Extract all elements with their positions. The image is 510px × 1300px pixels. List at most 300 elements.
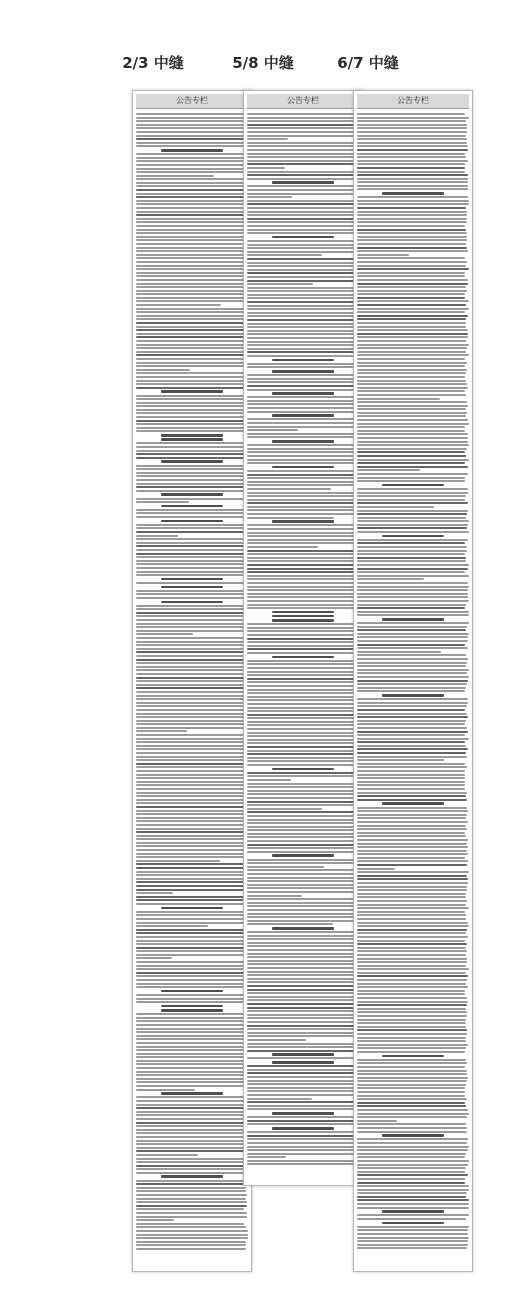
text-line bbox=[357, 369, 467, 371]
text-line bbox=[136, 965, 244, 967]
text-line bbox=[357, 860, 468, 862]
text-line bbox=[357, 340, 466, 342]
text-line bbox=[247, 916, 356, 918]
text-line bbox=[247, 348, 359, 350]
text-line bbox=[247, 378, 358, 380]
text-line bbox=[136, 203, 244, 205]
text-line bbox=[136, 453, 246, 455]
text-line bbox=[136, 509, 247, 511]
text-line bbox=[357, 853, 468, 855]
text-line bbox=[357, 792, 467, 794]
text-line bbox=[357, 975, 468, 977]
text-line bbox=[357, 947, 466, 949]
section-heading-line bbox=[161, 434, 224, 437]
text-line bbox=[247, 945, 358, 947]
text-line bbox=[247, 826, 356, 828]
text-line bbox=[136, 662, 244, 664]
text-line bbox=[136, 124, 244, 126]
text-line bbox=[136, 792, 247, 794]
text-line bbox=[136, 1107, 245, 1109]
text-line bbox=[357, 1098, 467, 1100]
section-heading-line bbox=[382, 535, 445, 538]
text-line bbox=[357, 502, 468, 504]
text-line bbox=[136, 911, 244, 913]
text-line bbox=[247, 913, 358, 915]
text-line bbox=[357, 539, 468, 541]
text-line bbox=[136, 684, 246, 686]
section-heading-line bbox=[272, 392, 335, 395]
text-line bbox=[357, 589, 468, 591]
text-line bbox=[247, 931, 355, 933]
text-line bbox=[357, 257, 465, 259]
text-line bbox=[136, 716, 247, 718]
text-line bbox=[136, 318, 247, 320]
text-line bbox=[136, 1074, 245, 1076]
text-line bbox=[247, 600, 358, 602]
text-line bbox=[136, 254, 248, 256]
text-line bbox=[357, 117, 469, 119]
section-heading-line bbox=[272, 1127, 335, 1130]
text-line bbox=[247, 891, 355, 893]
text-line bbox=[247, 564, 356, 566]
section-heading-line bbox=[272, 414, 335, 417]
text-line bbox=[247, 120, 358, 122]
text-line bbox=[357, 1160, 469, 1162]
text-line bbox=[357, 658, 468, 660]
text-line bbox=[247, 305, 359, 307]
text-line bbox=[247, 481, 358, 483]
text-line bbox=[357, 120, 466, 122]
text-line bbox=[247, 258, 357, 260]
text-line bbox=[357, 604, 466, 606]
text-line bbox=[357, 958, 467, 960]
text-line bbox=[136, 369, 190, 371]
text-line bbox=[357, 272, 465, 274]
text-line bbox=[247, 156, 359, 158]
text-line bbox=[136, 972, 245, 974]
text-line bbox=[357, 731, 468, 733]
text-line bbox=[136, 784, 247, 786]
text-line bbox=[357, 1196, 466, 1198]
text-line bbox=[247, 333, 358, 335]
text-line bbox=[357, 979, 467, 981]
text-line bbox=[136, 1114, 248, 1116]
text-line bbox=[357, 810, 468, 812]
text-line bbox=[247, 1021, 355, 1023]
text-line bbox=[357, 527, 467, 529]
text-line bbox=[136, 998, 247, 1000]
text-line bbox=[136, 763, 246, 765]
text-line bbox=[247, 808, 322, 810]
text-line bbox=[247, 247, 355, 249]
text-line bbox=[247, 366, 355, 368]
text-line bbox=[136, 659, 248, 661]
text-line bbox=[357, 383, 467, 385]
text-line bbox=[136, 472, 246, 474]
text-line bbox=[136, 820, 245, 822]
text-line bbox=[357, 698, 468, 700]
text-line bbox=[136, 300, 246, 302]
text-line bbox=[357, 196, 468, 198]
section-heading-line bbox=[161, 586, 224, 589]
text-line bbox=[136, 1081, 244, 1083]
text-line bbox=[247, 193, 355, 195]
text-line bbox=[247, 400, 357, 402]
text-line bbox=[357, 896, 466, 898]
text-line bbox=[357, 716, 468, 718]
text-line bbox=[357, 1229, 468, 1231]
text-line bbox=[136, 950, 247, 952]
text-line bbox=[247, 418, 356, 420]
text-line bbox=[136, 994, 247, 996]
text-line bbox=[247, 685, 358, 687]
text-line bbox=[136, 193, 244, 195]
text-line bbox=[247, 703, 359, 705]
text-line bbox=[247, 877, 357, 879]
text-line bbox=[357, 932, 466, 934]
text-line bbox=[136, 702, 247, 704]
text-line bbox=[136, 856, 246, 858]
text-line bbox=[357, 611, 469, 613]
text-line bbox=[136, 1111, 246, 1113]
text-line bbox=[357, 542, 465, 544]
text-line bbox=[136, 1237, 248, 1239]
text-line bbox=[136, 597, 246, 599]
text-line bbox=[357, 741, 465, 743]
text-line bbox=[247, 474, 356, 476]
text-line bbox=[357, 283, 468, 285]
section-heading-line bbox=[161, 460, 224, 463]
text-line bbox=[357, 560, 466, 562]
text-line bbox=[247, 254, 322, 256]
text-line bbox=[136, 813, 244, 815]
text-line bbox=[357, 807, 467, 809]
text-line bbox=[357, 593, 468, 595]
text-line bbox=[247, 967, 358, 969]
text-line bbox=[136, 556, 244, 558]
announcement-column-5-8[interactable] bbox=[243, 90, 363, 1186]
text-line bbox=[357, 495, 466, 497]
text-line bbox=[136, 1241, 246, 1243]
text-line bbox=[357, 451, 465, 453]
text-line bbox=[247, 189, 355, 191]
text-line bbox=[247, 978, 358, 980]
text-line bbox=[136, 232, 245, 234]
text-line bbox=[357, 886, 467, 888]
text-line bbox=[357, 907, 469, 909]
text-line bbox=[136, 828, 244, 830]
text-line bbox=[247, 262, 356, 264]
text-line bbox=[357, 488, 468, 490]
text-line bbox=[357, 1022, 466, 1024]
text-line bbox=[357, 911, 465, 913]
text-line bbox=[136, 1154, 198, 1156]
text-line bbox=[247, 509, 359, 511]
text-line bbox=[247, 272, 355, 274]
text-line bbox=[136, 560, 244, 562]
text-line bbox=[136, 189, 245, 191]
text-line bbox=[136, 899, 246, 901]
section-heading-line bbox=[382, 694, 445, 697]
text-line bbox=[247, 185, 357, 187]
text-line bbox=[357, 423, 469, 425]
text-line bbox=[247, 815, 356, 817]
text-line bbox=[357, 376, 465, 378]
text-line bbox=[247, 575, 358, 577]
text-line bbox=[357, 1077, 468, 1079]
text-line bbox=[247, 578, 356, 580]
text-line bbox=[136, 766, 245, 768]
text-line bbox=[357, 582, 468, 584]
text-line bbox=[357, 239, 467, 241]
text-line bbox=[247, 135, 355, 137]
text-line bbox=[247, 786, 357, 788]
text-line bbox=[247, 160, 356, 162]
section-heading-line bbox=[161, 493, 224, 496]
column-label-6-7: 6/7 中缝 bbox=[337, 54, 399, 72]
text-line bbox=[247, 1065, 358, 1067]
text-line bbox=[357, 113, 465, 115]
text-line bbox=[247, 145, 359, 147]
text-line bbox=[136, 236, 247, 238]
section-heading-line bbox=[161, 990, 224, 993]
section-heading-line bbox=[382, 484, 445, 487]
text-line bbox=[136, 961, 245, 963]
text-line bbox=[247, 546, 318, 548]
text-line bbox=[247, 836, 356, 838]
text-line bbox=[357, 473, 468, 475]
section-heading-line bbox=[272, 1053, 335, 1056]
text-line bbox=[247, 444, 359, 446]
text-line bbox=[136, 957, 172, 959]
text-line bbox=[247, 269, 357, 271]
text-line bbox=[136, 475, 247, 477]
text-line bbox=[136, 871, 244, 873]
text-line bbox=[136, 590, 244, 592]
text-line bbox=[357, 380, 466, 382]
text-line bbox=[357, 444, 469, 446]
text-line bbox=[136, 326, 247, 328]
text-line bbox=[136, 153, 244, 155]
text-line bbox=[136, 1096, 247, 1098]
text-line bbox=[357, 690, 465, 692]
text-line bbox=[247, 240, 355, 242]
section-heading-line bbox=[272, 619, 335, 622]
text-line bbox=[136, 315, 245, 317]
text-line bbox=[136, 196, 246, 198]
text-line bbox=[357, 171, 465, 173]
text-line bbox=[136, 1143, 245, 1145]
text-line bbox=[136, 380, 245, 382]
text-line bbox=[247, 847, 359, 849]
text-line bbox=[247, 623, 355, 625]
announcement-column-6-7[interactable] bbox=[353, 90, 473, 1272]
text-line bbox=[136, 501, 189, 503]
column-header: 公告专栏 bbox=[136, 94, 248, 109]
text-line bbox=[357, 709, 465, 711]
text-line bbox=[357, 358, 465, 360]
text-line bbox=[136, 1001, 245, 1003]
text-line bbox=[136, 770, 245, 772]
text-line bbox=[357, 1059, 466, 1061]
section-heading-line bbox=[161, 601, 224, 604]
text-line bbox=[136, 824, 244, 826]
text-line bbox=[247, 1028, 358, 1030]
text-line bbox=[357, 1029, 467, 1031]
column-text-body bbox=[244, 111, 362, 1169]
text-line bbox=[247, 996, 358, 998]
text-line bbox=[357, 654, 466, 656]
text-line bbox=[357, 480, 465, 482]
text-line bbox=[136, 1248, 246, 1250]
text-line bbox=[247, 1149, 355, 1151]
text-line bbox=[247, 542, 355, 544]
text-line bbox=[136, 450, 247, 452]
text-line bbox=[357, 1131, 467, 1133]
text-line bbox=[247, 506, 358, 508]
text-line bbox=[357, 825, 466, 827]
text-line bbox=[136, 1125, 246, 1127]
text-line bbox=[247, 739, 357, 741]
text-line bbox=[136, 563, 248, 565]
text-line bbox=[357, 914, 466, 916]
text-line bbox=[357, 878, 468, 880]
text-line bbox=[136, 527, 245, 529]
column-text-body bbox=[354, 111, 472, 1255]
text-line bbox=[136, 516, 248, 518]
text-line bbox=[247, 355, 358, 357]
text-line bbox=[136, 1035, 248, 1037]
text-line bbox=[357, 864, 467, 866]
text-line bbox=[136, 265, 248, 267]
text-line bbox=[247, 1120, 356, 1122]
text-line bbox=[247, 1083, 355, 1085]
text-line bbox=[357, 857, 465, 859]
text-line bbox=[136, 157, 245, 159]
text-line bbox=[357, 419, 468, 421]
text-line bbox=[247, 323, 355, 325]
text-line bbox=[247, 779, 291, 781]
text-line bbox=[357, 1113, 469, 1115]
text-line bbox=[136, 185, 245, 187]
text-line bbox=[357, 925, 469, 927]
text-line bbox=[357, 261, 467, 263]
text-line bbox=[136, 275, 246, 277]
text-line bbox=[136, 409, 246, 411]
text-line bbox=[357, 1178, 465, 1180]
text-line bbox=[247, 938, 359, 940]
text-line bbox=[136, 1038, 246, 1040]
section-heading-line bbox=[161, 1009, 224, 1012]
text-line bbox=[357, 759, 444, 761]
text-line bbox=[357, 889, 467, 891]
text-line bbox=[136, 261, 247, 263]
text-line bbox=[247, 532, 355, 534]
text-line bbox=[136, 138, 247, 140]
text-line bbox=[136, 1067, 247, 1069]
text-line bbox=[136, 531, 247, 533]
text-line bbox=[136, 1056, 247, 1058]
text-line bbox=[136, 810, 246, 812]
text-line bbox=[136, 932, 245, 934]
text-line bbox=[357, 153, 465, 155]
text-line bbox=[247, 884, 358, 886]
text-line bbox=[136, 1136, 247, 1138]
text-line bbox=[247, 681, 358, 683]
text-line bbox=[357, 394, 466, 396]
text-line bbox=[136, 358, 248, 360]
text-line bbox=[136, 968, 247, 970]
text-line bbox=[136, 1017, 246, 1019]
text-line bbox=[136, 398, 244, 400]
text-line bbox=[136, 612, 245, 614]
text-line bbox=[136, 623, 247, 625]
text-line bbox=[136, 1063, 244, 1065]
text-line bbox=[247, 403, 358, 405]
text-line bbox=[357, 351, 466, 353]
text-line bbox=[357, 372, 466, 374]
text-line bbox=[247, 862, 358, 864]
section-heading-line bbox=[272, 927, 335, 930]
text-line bbox=[357, 839, 468, 841]
text-line bbox=[357, 893, 466, 895]
text-line bbox=[136, 1165, 248, 1167]
text-line bbox=[247, 981, 357, 983]
text-line bbox=[357, 1199, 469, 1201]
text-line bbox=[247, 793, 357, 795]
text-line bbox=[247, 550, 356, 552]
text-line bbox=[136, 221, 245, 223]
announcement-column-2-3[interactable] bbox=[132, 90, 252, 1272]
text-line bbox=[247, 971, 356, 973]
text-line bbox=[136, 545, 245, 547]
text-line bbox=[357, 250, 468, 252]
text-line bbox=[136, 979, 248, 981]
text-line bbox=[247, 462, 357, 464]
text-line bbox=[357, 1138, 468, 1140]
text-line bbox=[136, 243, 244, 245]
text-line bbox=[247, 1087, 357, 1089]
text-line bbox=[357, 990, 465, 992]
text-line bbox=[357, 1087, 465, 1089]
text-line bbox=[136, 120, 244, 122]
text-line bbox=[247, 992, 355, 994]
text-line bbox=[357, 614, 469, 616]
text-line bbox=[357, 669, 469, 671]
text-line bbox=[247, 1003, 358, 1005]
text-line bbox=[357, 1185, 469, 1187]
text-line bbox=[136, 412, 248, 414]
text-line bbox=[136, 1190, 246, 1192]
text-line bbox=[357, 904, 466, 906]
text-line bbox=[357, 997, 467, 999]
section-heading-line bbox=[382, 802, 445, 805]
text-line bbox=[136, 853, 247, 855]
text-line bbox=[247, 742, 356, 744]
text-line bbox=[136, 713, 246, 715]
text-line bbox=[136, 863, 246, 865]
text-line bbox=[136, 903, 246, 905]
text-line bbox=[136, 695, 246, 697]
text-line bbox=[247, 244, 356, 246]
text-line bbox=[136, 1071, 246, 1073]
text-line bbox=[247, 1142, 358, 1144]
text-line bbox=[136, 781, 247, 783]
text-line bbox=[136, 1028, 247, 1030]
text-line bbox=[136, 535, 178, 537]
text-line bbox=[357, 1244, 468, 1246]
text-line bbox=[136, 691, 244, 693]
